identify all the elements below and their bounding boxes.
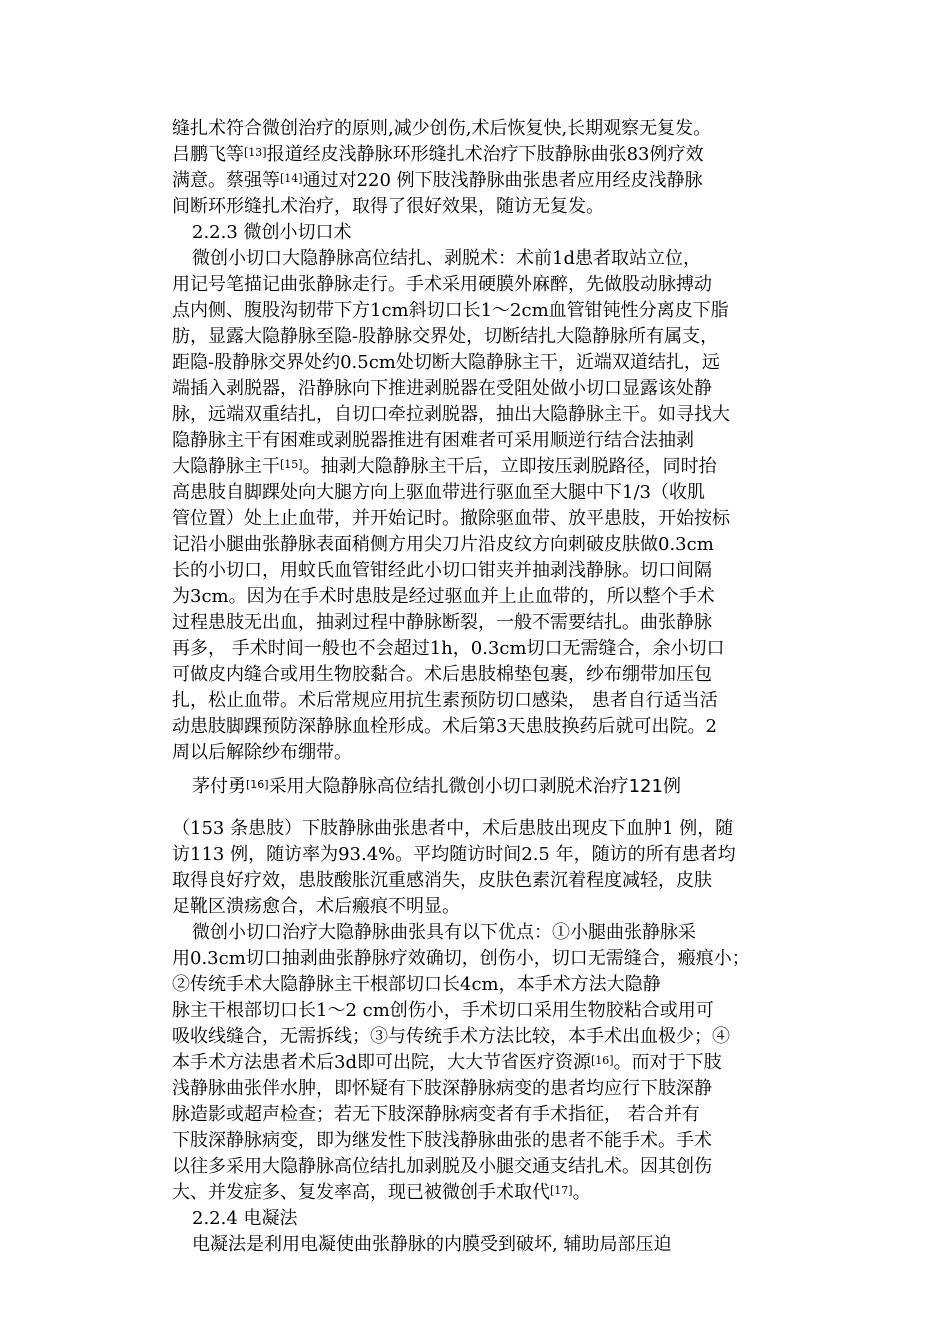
citation-ref: [13] [244,146,267,159]
text-line: 电凝法是利用电凝使曲张静脉的内膜受到破坏, 辅助局部压迫 [192,1234,672,1255]
text-line: 浅静脉曲张伴水肿，即怀疑有下肢深静脉病变的患者均应行下肢深静 [172,1078,712,1099]
text-line: （153 条患肢）下肢静脉曲张患者中，术后患肢出现皮下血肿1 例，随 [172,818,734,839]
citation-ref: [16] [590,1054,614,1067]
text-line: 以往多采用大隐静脉高位结扎加剥脱及小腿交通支结扎术。因其创伤 [172,1156,712,1177]
text-line: 扎，松止血带。术后常规应用抗生素预防切口感染， 患者自行适当活 [172,690,718,711]
text-line: 访113 例，随访率为93.4%。平均随访时间2.5 年，随访的所有患者均 [172,844,736,865]
text-line: 取得良好疗效，患肢酸胀沉重感消失，皮肤色素沉着程度减轻，皮肤 [172,870,712,891]
text-line: 管位置）处上止血带，并开始记时。撤除驱血带、放平患肢，开始按标 [172,508,730,529]
text-line: 吕鹏飞等[13]报道经皮浅静脉环形缝扎术治疗下肢静脉曲张83例疗效 [172,144,704,165]
text-line: 间断环形缝扎术治疗，取得了很好效果，随访无复发。 [172,196,604,217]
text-line: ②传统手术大隐静脉主干根部切口长4cm，本手术方法大隐静 [172,974,661,995]
citation-ref: [14] [280,172,303,185]
text-line: 足靴区溃疡愈合，术后瘢痕不明显。 [172,896,460,917]
citation-ref: [16] [246,778,269,791]
text-line: 满意。蔡强等[14]通过对220 例下肢浅静脉曲张患者应用经皮浅静脉 [172,170,703,191]
text-line: 大、并发症多、复发率高，现已被微创手术取代[17]。 [172,1182,591,1203]
text-line: 脉造影或超声检查；若无下肢深静脉病变者有手术指征， 若合并有 [172,1104,700,1125]
text-line: 为3cm。因为在手术时患肢是经过驱血并上止血带的，所以整个手术 [172,586,715,607]
text-line: 过程患肢无出血，抽剥过程中静脉断裂，一般不需要结扎。曲张静脉 [172,612,712,633]
text-line: 高患肢自脚踝处向大腿方向上驱血带进行驱血至大腿中下1/3（收肌 [172,482,705,503]
text-line: 缝扎术符合微创治疗的原则,减少创伤,术后恢复快,长期观察无复发。 [172,118,712,139]
text-line: 用0.3cm切口抽剥曲张静脉疗效确切，创伤小，切口无需缝合，瘢痕小； [172,948,750,969]
citation-ref: [17] [550,1184,573,1197]
text-line: 隐静脉主干有困难或剥脱器推进有困难者可采用顺逆行结合法抽剥 [172,430,694,451]
text-line: 再多， 手术时间一般也不会超过1h，0.3cm切口无需缝合，余小切口 [172,638,725,659]
text-line: 肪，显露大隐静脉至隐-股静脉交界处，切断结扎大隐静脉所有属支， [172,326,719,347]
text-line: 脉主干根部切口长1～2 cm创伤小，手术切口采用生物胶粘合或用可 [172,1000,714,1021]
text-line: 长的小切口，用蚊氏血管钳经此小切口钳夹并抽剥浅静脉。切口间隔 [172,560,712,581]
text-line: 下肢深静脉病变，即为继发性下肢浅静脉曲张的患者不能手术。手术 [172,1130,712,1151]
text-line: 茅付勇[16]采用大隐静脉高位结扎微创小切口剥脱术治疗121例 [192,776,681,797]
text-line: 周以后解除纱布绷带。 [172,742,352,763]
citation-ref: [15] [280,458,303,471]
text-line: 吸收线缝合，无需拆线；③与传统手术方法比较，本手术出血极少；④ [172,1026,730,1047]
text-line: 动患肢脚踝预防深静脉血栓形成。术后第3天患肢换药后就可出院。2 [172,716,717,737]
text-line: 端插入剥脱器，沿静脉向下推进剥脱器在受阻处做小切口显露该处静 [172,378,712,399]
text-line: 记沿小腿曲张静脉表面稍侧方用尖刀片沿皮纹方向刺破皮肤做0.3cm [172,534,714,555]
text-line: 微创小切口治疗大隐静脉曲张具有以下优点：①小腿曲张静脉采 [192,922,696,943]
section-heading: 2.2.4 电凝法 [192,1208,298,1229]
text-line: 用记号笔描记曲张静脉走行。手术采用硬膜外麻醉，先做股动脉搏动 [172,274,712,295]
text-line: 距隐-股静脉交界处约0.5cm处切断大隐静脉主干，近端双道结扎，远 [172,352,720,373]
section-heading: 2.2.3 微创小切口术 [192,222,352,243]
text-line: 大隐静脉主干[15]。抽剥大隐静脉主干后，立即按压剥脱路径，同时抬 [172,456,717,477]
text-line: 微创小切口大隐静脉高位结扎、剥脱术：术前1d患者取站立位， [192,248,701,269]
text-line: 脉，远端双重结扎，自切口牵拉剥脱器，抽出大隐静脉主干。如寻找大 [172,404,730,425]
text-line: 点内侧、腹股沟韧带下方1cm斜切口长1～2cm血管钳钝性分离皮下脂 [172,300,729,321]
text-line: 本手术方法患者术后3d即可出院，大大节省医疗资源[16]。而对于下肢 [172,1052,722,1073]
text-line: 可做皮内缝合或用生物胶黏合。术后患肢棉垫包裹，纱布绷带加压包 [172,664,712,685]
